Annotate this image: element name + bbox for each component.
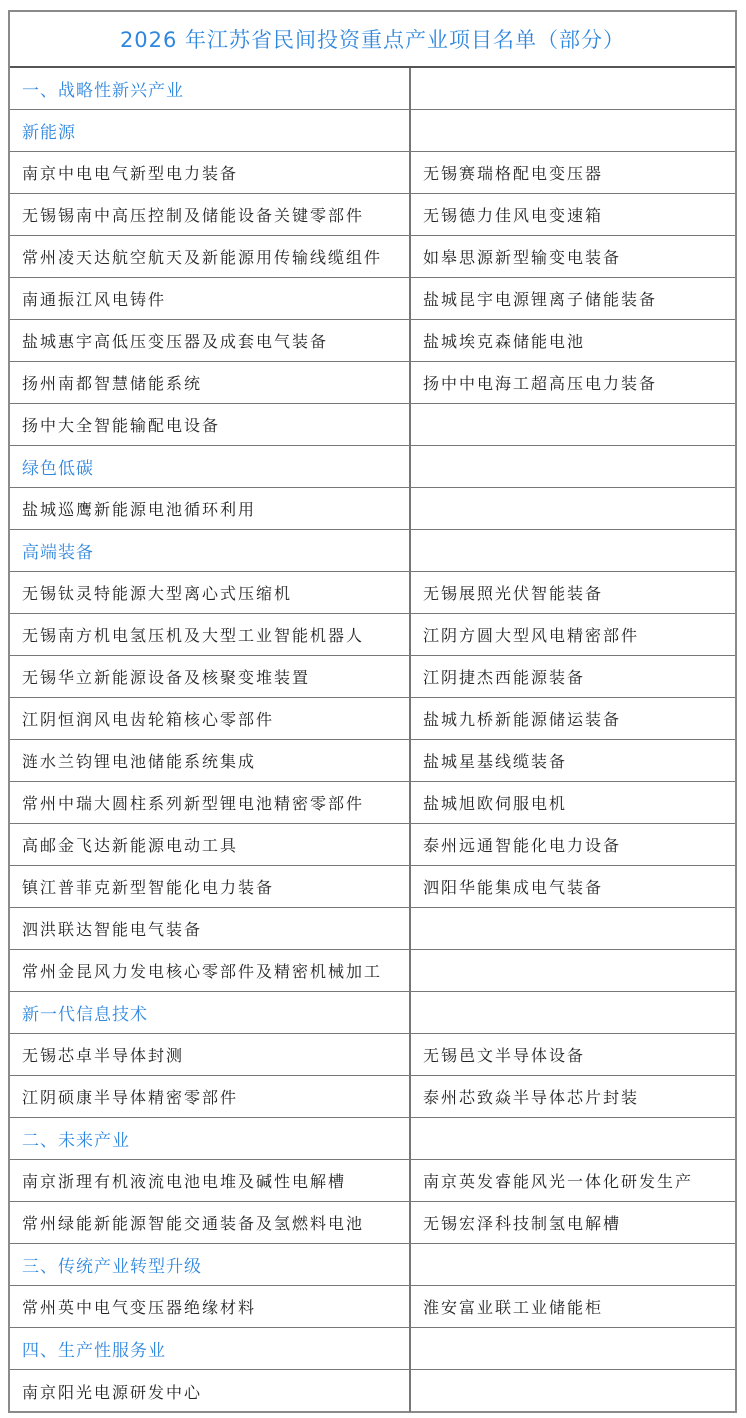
- project-name-right: 无锡德力佳风电变速箱: [423, 206, 604, 225]
- table-row: [10, 194, 735, 236]
- project-name-right: 南京英发睿能风光一体化研发生产: [423, 1172, 694, 1191]
- project-name-left: 镇江普菲克新型智能化电力装备: [10, 866, 411, 907]
- table-row: [10, 320, 735, 362]
- section-title: 二、未来产业: [10, 1118, 411, 1159]
- project-name-right: [411, 110, 735, 151]
- table-row: [10, 362, 735, 404]
- project-name-left: 南京中电电气新型电力装备: [10, 152, 411, 193]
- project-name-right: [411, 1370, 735, 1412]
- project-name-left: 无锡钛灵特能源大型离心式压缩机: [10, 572, 411, 613]
- table-row: [10, 1286, 735, 1328]
- section-title: 高端装备: [10, 530, 411, 571]
- section-title: 新能源: [10, 110, 411, 151]
- table-row: [10, 908, 735, 950]
- project-name-right: 无锡宏泽科技制氢电解槽: [423, 1214, 622, 1233]
- project-name-left: 无锡锡南中高压控制及储能设备关键零部件: [10, 194, 411, 235]
- table-row: [10, 656, 735, 698]
- project-name-right: 如皋思源新型输变电装备: [423, 248, 622, 267]
- project-name-left: 扬中大全智能输配电设备: [10, 404, 411, 445]
- table-row: [10, 1202, 735, 1244]
- table-row: [10, 488, 735, 530]
- project-name-right: 无锡展照光伏智能装备: [423, 584, 604, 603]
- table-row: [10, 866, 735, 908]
- project-name-right: [411, 908, 735, 949]
- section-header-row: [10, 1244, 735, 1286]
- project-name-right: [411, 446, 735, 487]
- project-name-right: 无锡赛瑞格配电变压器: [423, 164, 604, 183]
- project-name-right: [411, 1328, 735, 1369]
- table-row: [10, 236, 735, 278]
- section-header-row: [10, 68, 735, 110]
- table-row: [10, 1034, 735, 1076]
- project-name-right: 盐城星基线缆装备: [423, 752, 568, 771]
- project-name-left: 高邮金飞达新能源电动工具: [10, 824, 411, 865]
- project-name-right: [411, 950, 735, 991]
- table-row: [10, 614, 735, 656]
- project-name-left: 南京浙理有机液流电池电堆及碱性电解槽: [10, 1160, 411, 1201]
- table-row: [10, 950, 735, 992]
- project-name-left: 泗洪联达智能电气装备: [10, 908, 411, 949]
- section-header-row: [10, 992, 735, 1034]
- table-row: [10, 278, 735, 320]
- table-row: [10, 404, 735, 446]
- project-name-right: [411, 1244, 735, 1285]
- project-name-left: 常州凌天达航空航天及新能源用传输线缆组件: [10, 236, 411, 277]
- table-row: [10, 1160, 735, 1202]
- project-name-right: [411, 992, 735, 1033]
- project-name-right: 扬中中电海工超高压电力装备: [423, 374, 658, 393]
- project-name-right: 盐城九桥新能源储运装备: [423, 710, 622, 729]
- table-row: [10, 572, 735, 614]
- project-name-right: [411, 488, 735, 529]
- table-row: [10, 782, 735, 824]
- project-name-right: 江阴方圆大型风电精密部件: [423, 626, 640, 645]
- section-title: 新一代信息技术: [10, 992, 411, 1033]
- project-name-right: 泗阳华能集成电气装备: [423, 878, 604, 897]
- section-title: 一、战略性新兴产业: [10, 68, 411, 109]
- project-name-right: 淮安富业联工业储能柜: [423, 1298, 604, 1317]
- project-name-left: 江阴硕康半导体精密零部件: [10, 1076, 411, 1117]
- project-name-left: 无锡南方机电氢压机及大型工业智能机器人: [10, 614, 411, 655]
- project-name-right: [411, 530, 735, 571]
- section-header-row: [10, 1118, 735, 1160]
- section-title: 三、传统产业转型升级: [10, 1244, 411, 1285]
- project-list-table: [8, 10, 737, 1413]
- table-row: [10, 1370, 735, 1412]
- project-name-left: 盐城巡鹰新能源电池循环利用: [10, 488, 411, 529]
- project-name-left: 南京阳光电源研发中心: [10, 1370, 411, 1412]
- project-name-right: 盐城昆宇电源锂离子储能装备: [423, 290, 658, 309]
- project-name-right: [411, 68, 735, 109]
- project-name-left: 常州金昆风力发电核心零部件及精密机械加工: [10, 950, 411, 991]
- project-name-left: 涟水兰钧锂电池储能系统集成: [10, 740, 411, 781]
- section-header-row: [10, 1328, 735, 1370]
- table-row: [10, 152, 735, 194]
- project-name-right: [411, 404, 735, 445]
- project-name-left: 南通振江风电铸件: [10, 278, 411, 319]
- section-header-row: [10, 530, 735, 572]
- project-name-right: 江阴捷杰西能源装备: [423, 668, 586, 687]
- table-row: [10, 824, 735, 866]
- section-header-row: [10, 110, 735, 152]
- project-name-right: 盐城埃克森储能电池: [423, 332, 586, 351]
- section-title: 四、生产性服务业: [10, 1328, 411, 1369]
- project-name-left: 常州英中电气变压器绝缘材料: [10, 1286, 411, 1327]
- project-name-left: 无锡芯卓半导体封测: [10, 1034, 411, 1075]
- project-name-left: 无锡华立新能源设备及核聚变堆装置: [10, 656, 411, 697]
- project-name-right: 泰州远通智能化电力设备: [423, 836, 622, 855]
- project-name-right: 无锡邑文半导体设备: [423, 1046, 586, 1065]
- project-name-left: 江阴恒润风电齿轮箱核心零部件: [10, 698, 411, 739]
- project-name-left: 常州绿能新能源智能交通装备及氢燃料电池: [10, 1202, 411, 1243]
- table-row: [10, 1076, 735, 1118]
- project-name-right: 泰州芯致焱半导体芯片封装: [423, 1088, 640, 1107]
- project-name-left: 扬州南都智慧储能系统: [10, 362, 411, 403]
- section-header-row: [10, 446, 735, 488]
- project-name-right: 盐城旭欧伺服电机: [423, 794, 568, 813]
- table-row: [10, 740, 735, 782]
- project-name-right: [411, 1118, 735, 1159]
- table-body: [10, 68, 735, 1412]
- section-title: 绿色低碳: [10, 446, 411, 487]
- table-title: 2026 年江苏省民间投资重点产业项目名单（部分）: [10, 12, 735, 68]
- table-row: [10, 698, 735, 740]
- project-name-left: 盐城惠宇高低压变压器及成套电气装备: [10, 320, 411, 361]
- project-name-left: 常州中瑞大圆柱系列新型锂电池精密零部件: [10, 782, 411, 823]
